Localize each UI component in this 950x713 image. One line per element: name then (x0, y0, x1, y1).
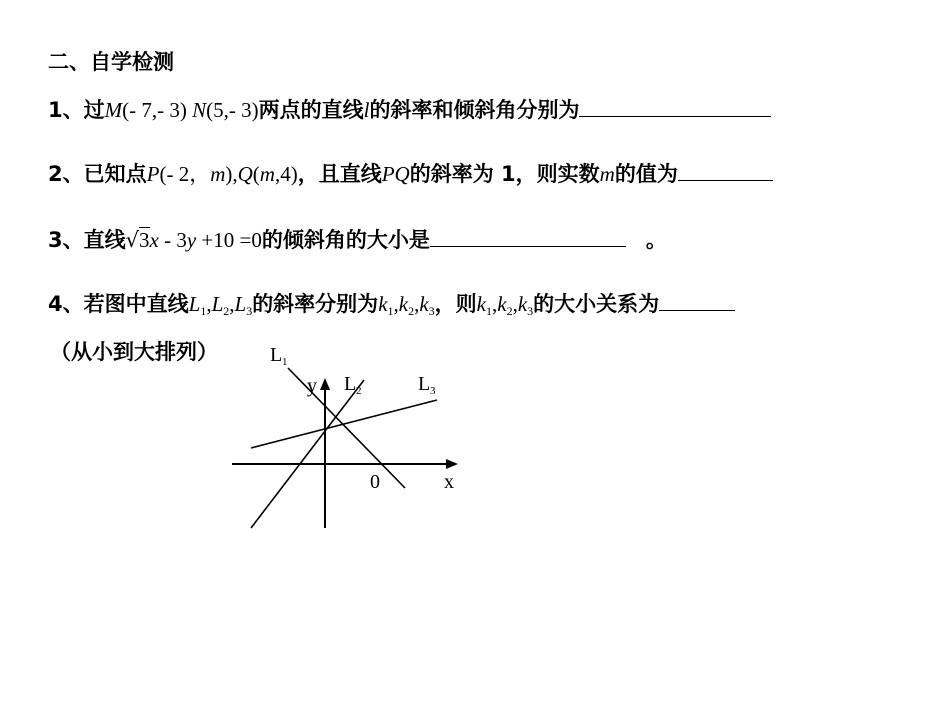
q3-answer-blank[interactable] (430, 226, 626, 247)
q4-k1-sub-b: 1 (486, 304, 492, 318)
q4-l1-label: L (188, 292, 201, 316)
q4-mid-text-2: ，则 (434, 292, 477, 316)
q4-comma-6: , (512, 292, 518, 316)
q4-mid-text: 的斜率分别为 (252, 292, 379, 316)
q2-var-m-1: m (210, 162, 226, 186)
q4-k3-sub-b: 3 (527, 304, 534, 318)
q4-l3-sub: 3 (246, 304, 253, 318)
q4-k3-label: k (419, 292, 429, 316)
q1-point-n-coords: (5,- 3) (206, 98, 259, 122)
l3-label: L (418, 373, 431, 395)
question-4 (48, 290, 735, 325)
q4-note: （从小到大排列） (50, 340, 218, 364)
q1-mid-text: 两点的直线 (258, 98, 364, 122)
q4-prefix: 4、若图中直线 (48, 292, 189, 316)
q1-prefix: 1、过 (48, 98, 105, 122)
q3-minus-part: - 3 (158, 228, 187, 252)
q2-point-q-coords-a: ( (252, 162, 260, 186)
q2-prefix: 2、已知点 (48, 162, 147, 186)
q2-mid-text-2: 的斜率为 1，则实数 (409, 162, 600, 186)
q1-point-n-label: N (192, 98, 207, 122)
q1-suffix: 的斜率和倾斜角分别为 (369, 98, 580, 122)
y-axis-label: y (307, 375, 317, 397)
q4-k1-label: k (378, 292, 388, 316)
q4-comma-1: , (206, 292, 212, 316)
x-axis-label: x (444, 471, 454, 493)
q1-answer-blank[interactable] (579, 96, 771, 117)
q4-comma-3: , (393, 292, 399, 316)
q2-point-p-coords-b: ), (225, 162, 238, 186)
lines-figure (220, 338, 480, 538)
q2-answer-blank[interactable] (678, 160, 773, 181)
q2-var-m-3: m (599, 162, 615, 186)
q2-suffix: 的值为 (614, 162, 678, 186)
q4-k3-label-b: k (517, 292, 528, 316)
q4-k1-sub: 1 (387, 304, 394, 318)
q2-var-m-2: m (259, 162, 275, 186)
q2-mid-text: ，且直线 (297, 162, 382, 186)
q4-answer-blank[interactable] (659, 290, 735, 311)
y-axis-arrow-icon (320, 378, 330, 390)
q4-comma-2: , (229, 292, 235, 316)
q4-k2-label: k (398, 292, 409, 316)
q2-line-pq-label: PQ (381, 162, 410, 186)
question-4-note (50, 338, 218, 366)
q2-point-p-label: P (146, 162, 160, 186)
q4-k2-label-b: k (497, 292, 507, 316)
q4-k3-sub: 3 (428, 304, 435, 318)
q3-suffix: 的倾斜角的大小是 (261, 228, 430, 252)
l2-sub: 2 (356, 385, 362, 397)
q1-point-m-label: M (104, 98, 123, 122)
q4-comma-4: , (414, 292, 420, 316)
q3-var-x: x (149, 228, 159, 252)
question-2 (48, 160, 773, 188)
q2-point-p-coords-a: (- 2， (159, 162, 211, 186)
q3-prefix: 3、直线 (48, 228, 126, 252)
q3-sqrt-sign: √ (125, 228, 140, 252)
l1-sub: 1 (282, 356, 288, 368)
q4-l3-label: L (234, 292, 247, 316)
q4-l1-sub: 1 (200, 304, 207, 318)
x-axis-arrow-icon (446, 459, 458, 469)
q1-line-l-label: l (363, 98, 370, 122)
q2-point-q-label: Q (237, 162, 253, 186)
q4-k2-sub: 2 (408, 304, 415, 318)
question-3 (48, 226, 667, 254)
l1-label: L (270, 344, 283, 366)
q4-suffix: 的大小关系为 (533, 292, 660, 316)
section-title (48, 48, 174, 76)
q3-rest: +10 =0 (196, 228, 262, 252)
q4-k1-label-b: k (476, 292, 486, 316)
question-1 (48, 96, 771, 124)
q3-var-y: y (186, 228, 197, 252)
origin-label: 0 (370, 471, 380, 493)
q4-comma-5: , (492, 292, 498, 316)
q4-l2-label: L (211, 292, 224, 316)
q1-point-m-coords: (- 7,- 3) (122, 98, 187, 122)
section-title-text: 二、自学检测 (48, 50, 174, 74)
line-l2 (251, 380, 364, 528)
q4-l2-sub: 2 (223, 304, 230, 318)
q2-point-q-coords-b: ,4) (274, 162, 298, 186)
l3-sub: 3 (430, 385, 436, 397)
q3-radicand: 3 (139, 228, 150, 252)
l2-label: L (344, 373, 357, 395)
q3-end-mark: 。 (645, 228, 667, 252)
q4-k2-sub-b: 2 (506, 304, 513, 318)
